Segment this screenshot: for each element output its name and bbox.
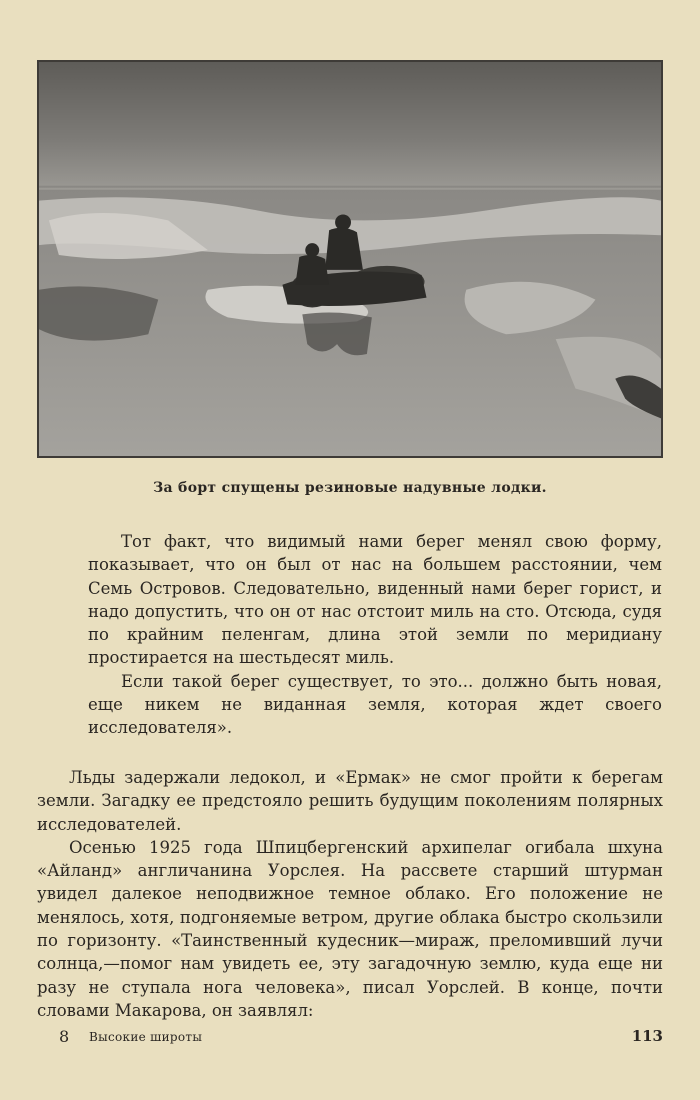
quote-paragraph: Тот факт, что видимый нами берег менял свою форму, показывает, что он был от нас на большем расстоянии, чем Семь Островов. Следовательно, виденный нами берег горист, и надо допустить, что он от нас отстоит миль на сто. Отсюда, судя по крайним пеленгам, длина этой земли по меридиану простирается на шестьдесят миль. (88, 532, 662, 668)
signature-number: 8 (59, 1027, 70, 1046)
photo-image (39, 62, 661, 456)
page-footer (37, 1027, 663, 1051)
body-paragraph: Осенью 1925 года Шпицбергенский архипелаг огибала шхуна «Айланд» англичанина Уорслея. На рассвете старший штурман увидел далекое неподвижное темное облако. Его положение не менялось, хотя, подгоняемые ветром, другие облака быстро скользили по горизонту. «Таинственный кудесник—мираж, преломивший лучи солнца,—помог нам увидеть ее, эту загадочную землю, куда еще ни разу не ступала нога человека», писал Уорслей. В конце, почти словами Макарова, он заявлял: (37, 837, 663, 1020)
signature-title: Высокие широты (89, 1030, 203, 1044)
body-text (37, 766, 663, 1022)
page-number: 113 (631, 1027, 663, 1045)
body-paragraph: Льды задержали ледокол, и «Ермак» не смог пройти к берегам земли. Загадку ее предстояло решить будущим поколениям полярных исследователей. (37, 768, 663, 834)
quote-paragraph: Если такой берег существует, то это... должно быть новая, еще никем не виданная земля, которая ждет своего исследователя». (88, 671, 662, 738)
photo-caption: За борт спущены резиновые надувные лодки. (153, 480, 547, 496)
photo-rubber-boats (37, 60, 663, 458)
quote-block (88, 530, 662, 740)
